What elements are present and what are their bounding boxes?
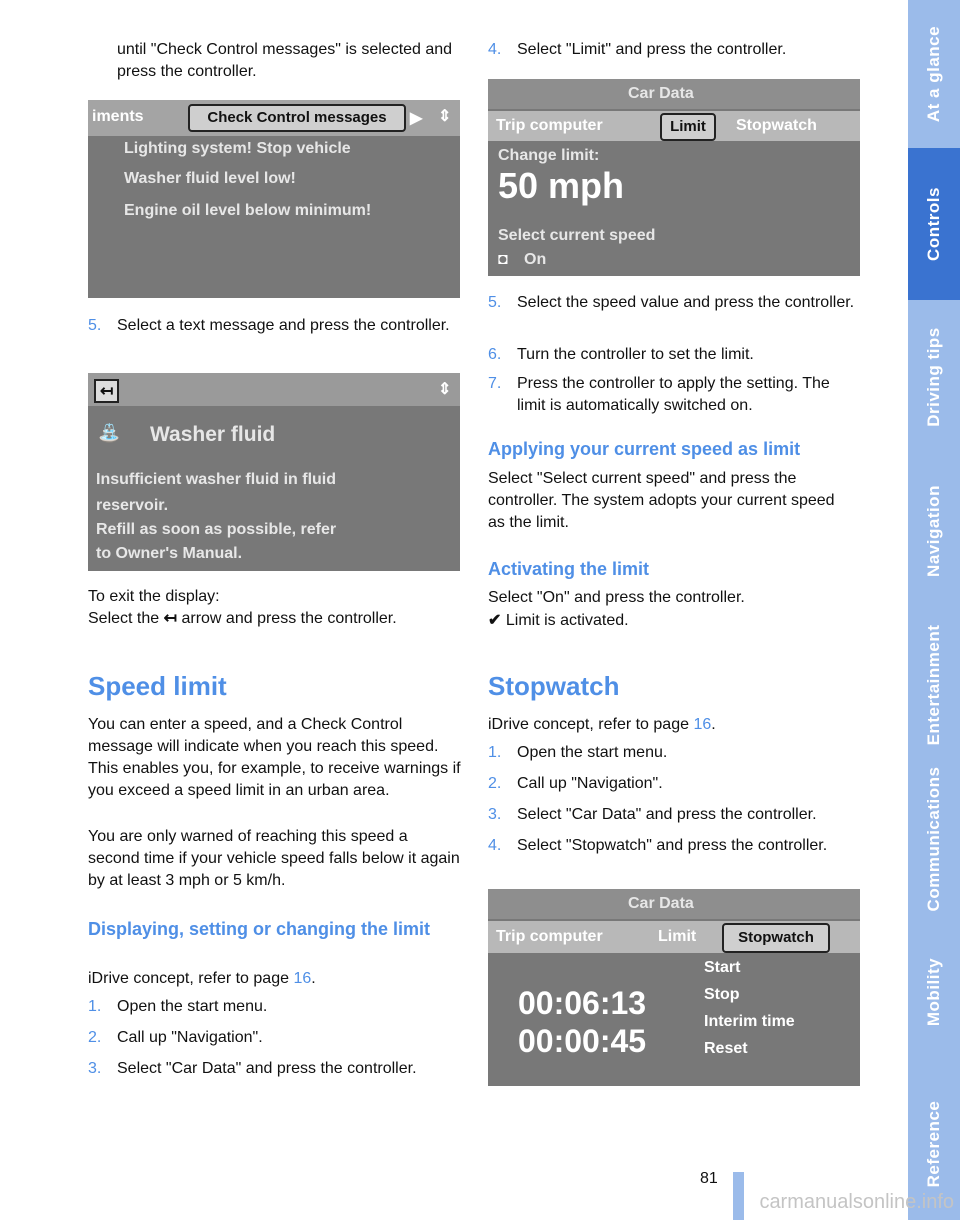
- check-mark-icon: ✔: [488, 612, 502, 629]
- scroll-icon: ⇕: [438, 108, 452, 125]
- washer-icon: ⛲: [98, 423, 121, 443]
- checkbox-icon: ◘: [498, 251, 508, 268]
- screenshot-stopwatch: [488, 889, 860, 1086]
- stopwatch-lap-time: 00:00:45: [518, 1023, 647, 1059]
- apply-text: Select "Select current speed" and press the controller. The system adopts your current speed as the limit.: [488, 470, 835, 531]
- message-body-line: Refill as soon as possible, refer: [96, 521, 337, 538]
- tab-trip-computer: Trip computer: [496, 117, 603, 134]
- message-item: Washer fluid level low!: [124, 170, 296, 187]
- tab-communications[interactable]: Communications: [908, 762, 960, 918]
- arrow-right-icon: ▶: [410, 110, 423, 127]
- subsection-title: Activating the limit: [488, 559, 650, 579]
- speed-limit-paragraph: You can enter a speed, and a Check Control message will indicate when you reach this speed. This enables you, for example, to receive warnings if you exceed a speed limit in an urban area.: [88, 716, 461, 799]
- tab-selected-check-control: Check Control messages: [188, 104, 406, 132]
- tab-limit-selected: Limit: [660, 113, 716, 141]
- tab-limit: Limit: [658, 928, 697, 945]
- screenshot-washer-fluid: [88, 373, 460, 571]
- exit-text-line2: Select the ↤ arrow and press the controller.: [88, 610, 397, 627]
- change-limit-label: Change limit:: [498, 147, 600, 164]
- tab-stopwatch-selected: Stopwatch: [722, 923, 830, 953]
- car-data-label: Car Data: [628, 895, 694, 912]
- page-number-bar: [733, 1172, 744, 1220]
- on-label: On: [524, 251, 547, 268]
- message-body-line: reservoir.: [96, 497, 169, 514]
- message-body-line: to Owner's Manual.: [96, 545, 243, 562]
- page-link[interactable]: 16: [693, 716, 712, 733]
- page-number: 81: [700, 1170, 718, 1187]
- car-data-label: Car Data: [628, 85, 694, 102]
- idrive-reference: iDrive concept, refer to page 16.: [488, 716, 716, 733]
- intro-text: until "Check Control messages" is selected and press the controller.: [117, 41, 453, 80]
- activate-text: Select "On" and press the controller.: [488, 589, 745, 606]
- back-arrow-icon: ↤: [94, 379, 119, 403]
- step-text: Select a text message and press the controller.: [117, 317, 450, 334]
- section-title-speed-limit: Speed limit: [88, 671, 227, 701]
- tab-driving-tips[interactable]: Driving tips: [908, 300, 960, 456]
- speed-limit-paragraph: You are only warned of reaching this speed a second time if your vehicle speed falls below it again by at least 3 mph or 5 km/h.: [88, 828, 460, 889]
- tab-navigation[interactable]: Navigation: [908, 454, 960, 610]
- tab-reference[interactable]: Reference: [908, 1068, 960, 1222]
- tab-trip-computer: Trip computer: [496, 928, 603, 945]
- menu-start: Start: [704, 959, 741, 976]
- tab-at-a-glance[interactable]: At a glance: [908, 0, 960, 150]
- stopwatch-time: 00:06:13: [518, 985, 647, 1021]
- speed-value: 50 mph: [498, 165, 625, 206]
- select-current-speed: Select current speed: [498, 227, 656, 244]
- subsection-title: Applying your current speed as limit: [488, 439, 801, 459]
- activated-text: ✔ Limit is activated.: [488, 612, 629, 629]
- menu-interim-time: Interim time: [704, 1013, 795, 1030]
- section-title-stopwatch: Stopwatch: [488, 671, 620, 701]
- tab-stopwatch: Stopwatch: [736, 117, 817, 134]
- message-item: Engine oil level below minimum!: [124, 202, 372, 219]
- page-link[interactable]: 16: [293, 970, 312, 987]
- subsection-title: Displaying, setting or changing the limit: [88, 919, 431, 939]
- tab-left-label: iments: [92, 108, 144, 125]
- message-title: Washer fluid: [150, 423, 276, 446]
- step-number: 5.: [88, 317, 102, 334]
- screenshot-check-control: [88, 100, 460, 298]
- exit-text: To exit the display:: [88, 588, 220, 605]
- menu-reset: Reset: [704, 1040, 748, 1057]
- message-body-line: Insufficient washer fluid in fluid: [96, 471, 337, 488]
- message-item: Lighting system! Stop vehicle: [124, 140, 351, 157]
- chapter-tabs: [908, 0, 960, 1220]
- scroll-icon: ⇕: [438, 381, 452, 398]
- tab-mobility[interactable]: Mobility: [908, 916, 960, 1070]
- idrive-reference: iDrive concept, refer to page 16.: [88, 970, 316, 987]
- tab-entertainment[interactable]: Entertainment: [908, 608, 960, 764]
- watermark: carmanualsonline.info: [759, 1191, 954, 1213]
- menu-stop: Stop: [704, 986, 740, 1003]
- back-arrow-icon: ↤: [163, 610, 178, 627]
- tab-controls[interactable]: Controls: [908, 148, 960, 302]
- screenshot-limit: [488, 79, 860, 276]
